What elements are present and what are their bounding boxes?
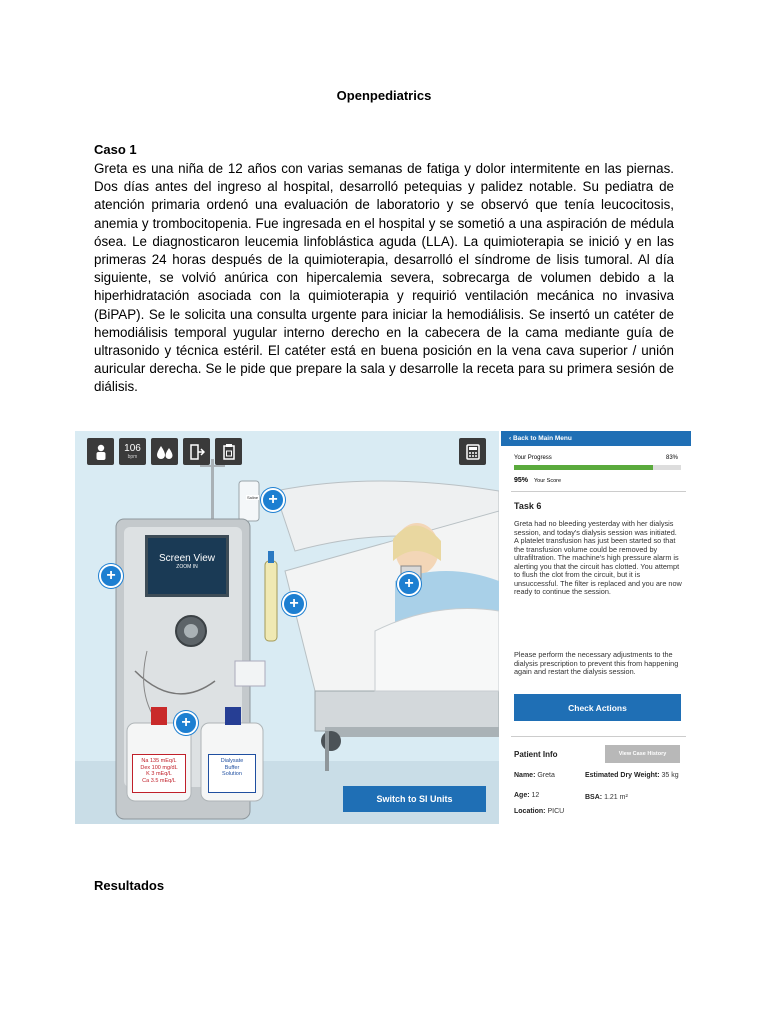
- lab-results-icon[interactable]: [215, 438, 242, 465]
- screen-view-title: Screen View: [159, 553, 215, 564]
- dialysate-buffer-label: Dialysate Buffer Solution: [208, 754, 256, 793]
- score-value: 95%: [514, 477, 529, 484]
- add-hotspot-machine[interactable]: +: [99, 564, 123, 588]
- score-label: Your Score: [534, 478, 562, 484]
- task-instruction: Please perform the necessary adjustments to the dialysis prescription to prevent this from happening again and restart the dialysis session.: [514, 650, 679, 676]
- patient-bsa-label: BSA:: [585, 794, 603, 801]
- progress-bar-fill: [514, 465, 653, 470]
- patient-icon[interactable]: [87, 438, 114, 465]
- dialysate-electrolytes-label: Na 135 mEq/L Dex 100 mg/dL K 3 mEq/L Ca 3.5 mEq/L: [132, 754, 186, 793]
- heart-rate-monitor-button[interactable]: [119, 438, 146, 465]
- add-hotspot-patient[interactable]: +: [397, 572, 421, 596]
- add-hotspot-filter[interactable]: +: [282, 592, 306, 616]
- patient-bsa: [585, 794, 628, 801]
- patient-location: [514, 808, 564, 815]
- progress-bar: [514, 465, 681, 470]
- patient-age-value: 12: [531, 792, 540, 799]
- patient-bsa-value: 1.21 m²: [604, 794, 628, 801]
- view-case-history-button[interactable]: View Case History: [605, 745, 680, 763]
- document-title: Openpediatrics: [336, 88, 432, 103]
- patient-name-label: Name:: [514, 772, 536, 779]
- dialysis-simulator-screenshot: [75, 431, 694, 824]
- saline-label: Saline: [247, 495, 259, 500]
- add-hotspot-saline[interactable]: +: [261, 488, 285, 512]
- heart-rate-value: 106: [124, 442, 141, 454]
- check-actions-button[interactable]: Check Actions: [514, 694, 681, 721]
- case-heading: Caso 1: [94, 142, 137, 157]
- patient-location-value: PICU: [547, 808, 565, 815]
- task-description: Greta had no bleeding yesterday with her dialysis session, and today's dialysis session was initiated. A platelet transfusion has just been started so that the transfusion volume could be removed by ultrafiltration. The machine's high pressure alarm is alerting you that the circuit has clotted. You attempt to flush the clot from the circuit, but it is unsuccessful. The filter is replaced and you are now ready to continue the session.: [514, 519, 682, 596]
- dialysis-machine-icon[interactable]: [183, 438, 210, 465]
- patient-age-label: Age:: [514, 792, 530, 799]
- divider: [511, 736, 686, 737]
- patient-weight-value: 35 kg: [661, 772, 679, 779]
- patient-name-value: Greta: [537, 772, 555, 779]
- case-description: Greta es una niña de 12 años con varias semanas de fatiga y dolor intermitente en las piernas. Dos días antes del ingreso al hospital, desarrolló petequias y palidez notable. Su pediatra de atención primaria ordenó una evaluación de laboratorio y se observó que tenía leucocitosis, anemia y trombocitopenia. Fue ingresada en el hospital y se sometió a una aspiración de médula ósea. Le diagnosticaron leucemia linfoblástica aguda (LLA). La quimioterapia se inició y en las primeras 24 horas después de la quimioterapia, desarrolló el síndrome de lisis tumoral. Al día siguiente, se volvió anúrica con hipercalemia severa, sobrecarga de volumen debido a la hiperhidratación asociada con la quimioterapia y requirió ventilación mecánica no invasiva (BiPAP). Se le solicita una consulta urgente para iniciar la hemodiálisis. Se insertó un catéter de hemodiálisis temporal yugular interno derecho en la cabecera de la cama mediante guía de ultrasonido y técnica estéril. El catéter está en buena posición en la vena cava superior / unión auricular derecha. Se le pide que prepare la sala y desarrolle la receta para su primera sesión de diálisis.: [94, 161, 674, 395]
- screen-view-zoom: ZOOM IN: [176, 564, 198, 570]
- progress-label: Your Progress: [514, 455, 552, 461]
- add-hotspot-solutions[interactable]: +: [174, 711, 198, 735]
- results-heading: Resultados: [94, 878, 165, 893]
- calculator-icon[interactable]: [459, 438, 486, 465]
- task-title: Task 6: [514, 501, 542, 511]
- fluids-icon[interactable]: [151, 438, 178, 465]
- patient-name: [514, 772, 555, 779]
- patient-age: [514, 792, 539, 799]
- patient-info-title: Patient Info: [514, 750, 558, 759]
- patient-weight-label: Estimated Dry Weight:: [585, 772, 660, 779]
- progress-percent: 83%: [666, 455, 679, 461]
- patient-weight: [585, 772, 685, 780]
- divider: [511, 491, 686, 492]
- heart-rate-unit: bpm: [127, 453, 138, 460]
- screen-view-display[interactable]: [145, 535, 229, 597]
- switch-si-units-button[interactable]: Switch to SI Units: [343, 786, 486, 812]
- simulation-scene: [75, 431, 499, 824]
- back-to-main-menu-button[interactable]: ‹ Back to Main Menu: [501, 431, 691, 446]
- task-side-panel: [501, 431, 694, 824]
- patient-location-label: Location:: [514, 808, 546, 815]
- score: [514, 477, 561, 484]
